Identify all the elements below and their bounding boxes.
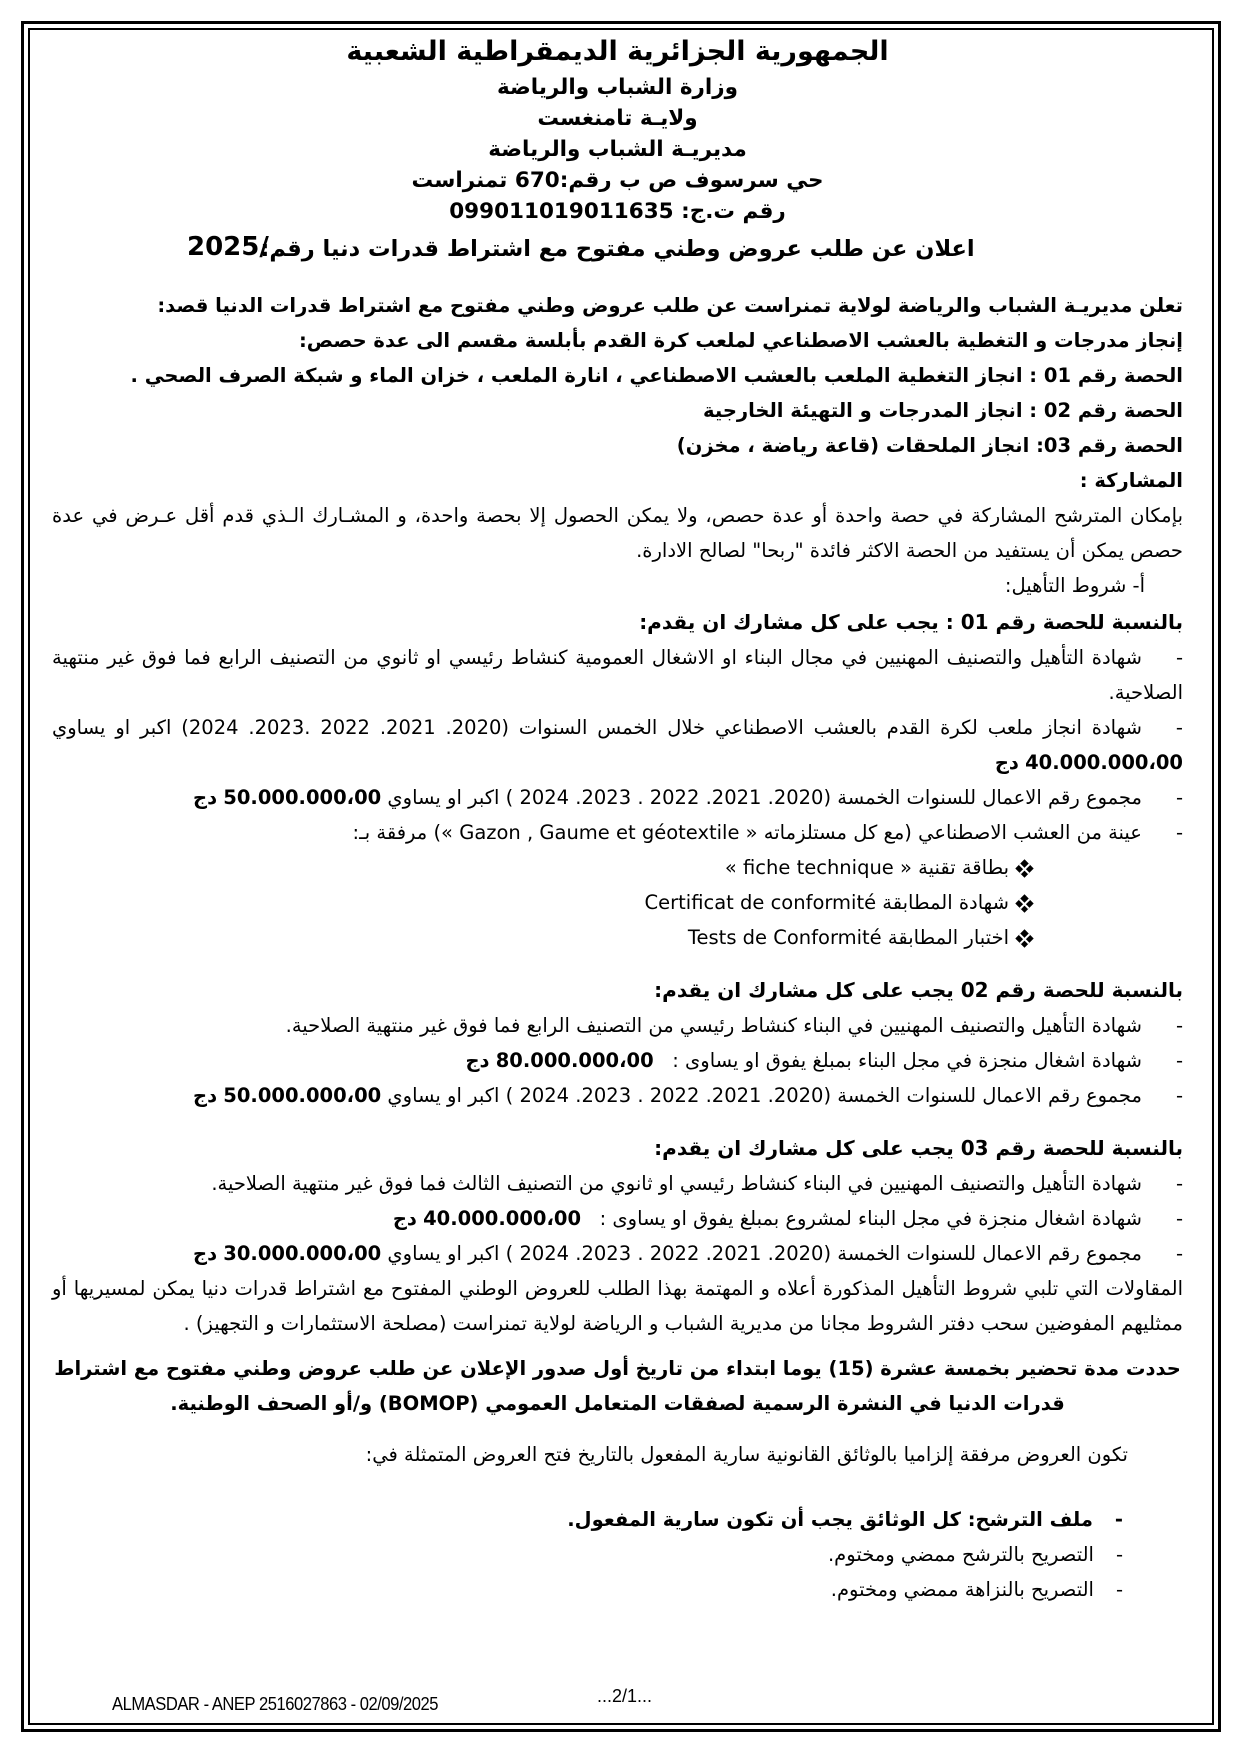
ministry-line: وزارة الشباب والرياضة <box>496 75 739 100</box>
dash-bullet: - <box>1175 1049 1183 1072</box>
dash-bullet: - <box>1175 1014 1183 1037</box>
attachment-text: بطاقة تقنية « fiche technique » <box>724 856 1009 879</box>
section-lot2-heading: بالنسبة للحصة رقم 02 يجب على كل مشارك ان يقدم: <box>654 978 1183 1002</box>
wilaya-line: ولايـة تامنغست <box>537 106 698 131</box>
currency-label: دج <box>193 786 218 809</box>
directorate-line: مديريـة الشباب والرياضة <box>488 137 747 162</box>
dash-bullet: - <box>1175 786 1183 809</box>
announcement-title: اعلان عن طلب عروض وطني مفتوح مع اشتراط قدرات دنيا رقم: <box>260 236 975 262</box>
four-diamond-bullet-icon <box>1015 929 1033 947</box>
page-number: ...2/1... <box>597 1686 653 1706</box>
attachment-text: شهادة المطابقة Certificat de conformité <box>644 891 1009 914</box>
four-diamond-bullet-icon <box>1015 894 1033 912</box>
document-item <box>52 1537 1123 1572</box>
participation-paragraph: بإمكان المترشح المشاركة في حصة واحدة أو عدة حصص، ولا يمكن الحصول إلا بحصة واحدة، و المشـارك الـذي قدم أقل عـرض في عدة حصص يمكن أن يستفيد من الحصة الاكثر فائدة "ربحا" لصالح الادارة. <box>52 504 1183 562</box>
sample-attachment-item <box>52 920 1183 955</box>
dash-bullet: - <box>1175 1172 1183 1195</box>
dash-bullet: - <box>1175 1207 1183 1230</box>
page-footer <box>52 1686 1183 1716</box>
currency-label: دج <box>392 1207 417 1230</box>
sample-attachment-item <box>52 850 1183 885</box>
dash-bullet: - <box>1175 1084 1183 1107</box>
requirement-item <box>52 1008 1183 1043</box>
document-text: التصريح بالترشح ممضي ومختوم. <box>827 1543 1094 1566</box>
dash-bullet: - <box>1175 646 1183 669</box>
preparation-period-paragraph: حددت مدة تحضير بخمسة عشرة (15) يوما ابتداء من تاريخ أول صدور الإعلان عن طلب عروض وطني مفتوح مع اشتراط قدرات الدنيا في النشرة الرسمية لصفقات المتعامل العمومي (BOMOP) و/أو الصحف الوطنية. <box>54 1357 1181 1415</box>
currency-label: دج <box>465 1049 490 1072</box>
four-diamond-bullet-icon <box>1015 859 1033 877</box>
sample-attachment-item <box>52 885 1183 920</box>
dash-bullet: - <box>1115 1543 1123 1566</box>
requirement-item <box>52 1166 1183 1201</box>
qualification-label: أ- شروط التأهيل: <box>1004 574 1145 597</box>
dash-bullet: - <box>1175 821 1183 844</box>
document-text: ملف الترشح: كل الوثائق يجب أن تكون سارية المفعول. <box>567 1508 1093 1531</box>
requirement-text: شهادة اشغال منجزة في مجل البناء لمشروع بمبلغ يفوق او يساوى : <box>599 1207 1142 1230</box>
registry-number-line: رقم ت.ج: 099011019011635 <box>449 199 786 224</box>
intro-paragraph: تعلن مديريـة الشباب والرياضة لولاية تمنراست عن طلب عروض وطني مفتوح مع اشتراط قدرات الدنيا قصد: <box>157 294 1183 317</box>
currency-label: دج <box>193 1242 218 1265</box>
lot-1-line: الحصة رقم 01 : انجاز التغطية الملعب بالعشب الاصطناعي ، انارة الملعب ، خزان الماء و شبكة الصرف الصحي . <box>130 364 1183 387</box>
attachment-text: اختبار المطابقة Tests de Conformité <box>687 926 1009 949</box>
requirement-item <box>52 1078 1183 1113</box>
dash-bullet: - <box>1114 1508 1123 1531</box>
candidacy-file-item <box>52 1502 1123 1537</box>
requirement-text: مجموع رقم الاعمال للسنوات الخمسة (2020. 2021. 2022 . 2023. 2024 ) اكبر او يساوي <box>387 1242 1142 1265</box>
documents-list <box>52 1502 1183 1607</box>
project-description: إنجاز مدرجات و التغطية بالعشب الاصطناعي لملعب كرة القدم بأبلسة مقسم الى عدة حصص: <box>298 329 1183 352</box>
requirement-item <box>52 1201 1183 1236</box>
section-lot3-heading: بالنسبة للحصة رقم 03 يجب على كل مشارك ان يقدم: <box>654 1136 1183 1160</box>
requirement-text: شهادة التأهيل والتصنيف المهنيين في مجال البناء او الاشغال العمومية كنشاط رئيسي او ثانوي من التصنيف الرابع فما فوق غير منتهية الصلاحية. <box>52 646 1183 704</box>
dash-bullet: - <box>1175 1242 1183 1265</box>
dash-bullet: - <box>1115 1578 1123 1601</box>
requirement-text: عينة من العشب الاصطناعي (مع كل مستلزماته « Gazon , Gaume et géotextile ») مرفقة بـ: <box>352 821 1142 844</box>
amount-value: 30.000.000،00 <box>223 1242 382 1265</box>
requirement-item <box>52 815 1183 850</box>
requirement-text: شهادة انجاز ملعب لكرة القدم بالعشب الاصطناعي خلال الخمس السنوات (2020. 2021. 2022 .2023. 2024) اكبر او يساوي <box>52 716 1142 739</box>
currency-label: دج <box>193 1084 218 1107</box>
dash-bullet: - <box>1175 716 1183 739</box>
requirement-text: مجموع رقم الاعمال للسنوات الخمسة (2020. 2021. 2022 . 2023. 2024 ) اكبر او يساوي <box>387 786 1142 809</box>
document-item <box>52 1572 1123 1607</box>
amount-value: 50.000.000،00 <box>223 1084 382 1107</box>
amount-value: 50.000.000،00 <box>223 786 382 809</box>
document-content <box>52 30 1183 1728</box>
address-line: حي سرسوف ص ب رقم:670 تمنراست <box>411 168 824 193</box>
announcement-title-row <box>52 232 1183 266</box>
currency-label: دج <box>994 751 1019 774</box>
amount-value: 40.000.000،00 <box>1025 751 1183 774</box>
requirement-item <box>52 1043 1183 1078</box>
required-documents-intro: تكون العروض مرفقة إلزاميا بالوثائق القانونية سارية المفعول بالتاريخ فتح العروض المتمثلة في: <box>365 1443 1128 1466</box>
requirement-text: شهادة التأهيل والتصنيف المهنيين في البناء كنشاط رئيسي او ثانوي من التصنيف الثالث فما فوق غير منتهية الصلاحية. <box>211 1172 1142 1195</box>
section-lot1-heading: بالنسبة للحصة رقم 01 : يجب على كل مشارك ان يقدم: <box>639 610 1183 634</box>
participation-title: المشاركة : <box>1079 469 1183 492</box>
anep-credit: ALMASDAR - ANEP 2516027863 - 02/09/2025 <box>112 1694 439 1714</box>
requirement-text: شهادة التأهيل والتصنيف المهنيين في البناء كنشاط رئيسي من التصنيف الرابع فما فوق غير منتهية الصلاحية. <box>285 1014 1142 1037</box>
amount-value: 80.000.000،00 <box>495 1049 654 1072</box>
requirement-item <box>52 1236 1183 1271</box>
requirement-item <box>52 640 1183 710</box>
requirement-text: مجموع رقم الاعمال للسنوات الخمسة (2020. 2021. 2022 . 2023. 2024 ) اكبر او يساوي <box>387 1084 1142 1107</box>
requirement-text: شهادة اشغال منجزة في مجل البناء بمبلغ يفوق او يساوى : <box>672 1049 1142 1072</box>
announcement-number: 2025/ <box>187 232 269 262</box>
document-text: التصريح بالنزاهة ممضي ومختوم. <box>830 1578 1094 1601</box>
eligibility-paragraph: المقاولات التي تلبي شروط التأهيل المذكورة أعلاه و المهتمة بهذا الطلب للعروض الوطني المفتوح مع اشتراط قدرات دنيا يمكن لمسيريها أو ممثليهم المفوضين سحب دفتر الشروط مجانا من مديرية الشباب و الرياضة لولاية تمنراست (مصلحة الاستثمارات و التجهيز) . <box>52 1277 1183 1335</box>
amount-value: 40.000.000،00 <box>423 1207 582 1230</box>
requirement-item <box>52 780 1183 815</box>
lot-2-line: الحصة رقم 02 : انجاز المدرجات و التهيئة الخارجية <box>703 399 1183 422</box>
lot-3-line: الحصة رقم 03: انجاز الملحقات (قاعة رياضة ، مخزن) <box>676 434 1183 457</box>
requirement-item <box>52 710 1183 780</box>
republic-header: الجمهورية الجزائرية الديمقراطية الشعبية <box>346 36 889 67</box>
